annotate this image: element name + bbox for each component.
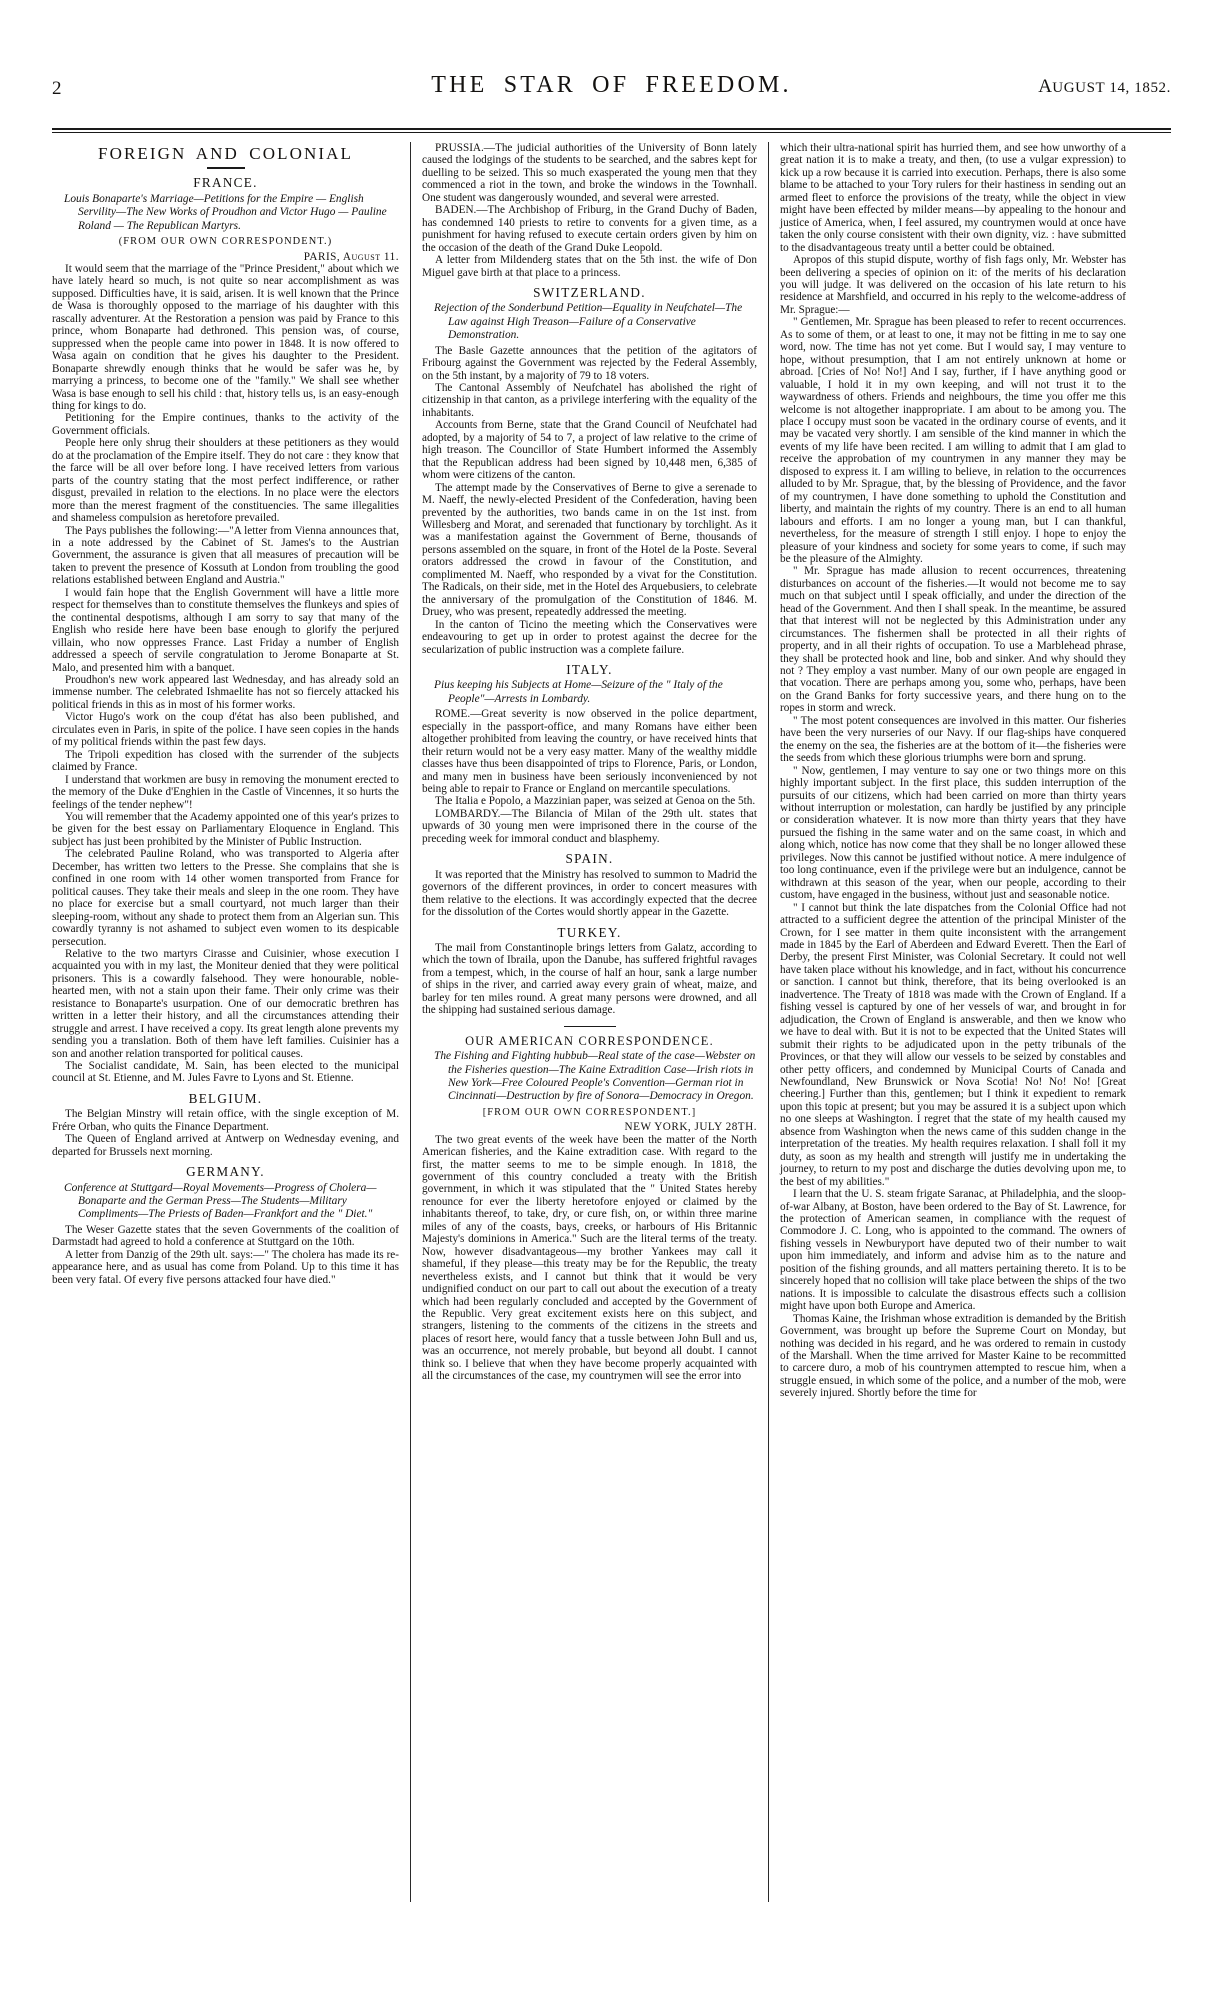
page-number: 2 xyxy=(52,78,62,99)
paragraph: ROME.—Great severity is now observed in the police department, especially in the passport-office, and many Romans have either been altogether prohibited from leaving the country, or have received hints that their return would not be a very easy matter. Many of the wealthy middle classes have thus been disappointed of trips to Florence, Paris, or London, and many men in business have been seriously inconvenienced by not being able to repair to France or England on mercantile speculations. xyxy=(422,708,757,795)
topic-line-american: The Fishing and Fighting hubbub—Real state of the case—Webster on the Fisheries question—The Kaine Extradition Case—Irish riots in New York—Free Coloured People's Convention—German riot in Cincinnati—Destruction by fire of Sonora—Democracy in Oregon. xyxy=(434,1050,756,1103)
paragraph: The Tripoli expedition has closed with the surrender of the subjects claimed by France. xyxy=(52,748,399,774)
column-1 xyxy=(52,142,410,1902)
newspaper-page xyxy=(0,62,1223,1993)
paragraph: Apropos of this stupid dispute, worthy of fish fags only, Mr. Webster has been delivering a species of opinion on it: of the merits of his declaration you will judge. It was delivered on the occasion of his late return to his residence at Marshfield, and occurred in his reply to the welcome-address of Mr. Sprague:— xyxy=(780,254,1126,316)
column-2 xyxy=(410,142,768,1902)
country-heading-france: FRANCE. xyxy=(193,175,258,191)
paragraph: " I cannot but think the late dispatches from the Colonial Office had not attracted to a sufficient degree the attention of the principal Minister of the Crown, for I see matter in them quite inconsistent with the arrangement made in 1845 by the Earl of Aberdeen and Edward Everett. Then the Earl of Derby, the present First Minister, was Colonial Secretary. It could not well have taken place without his knowledge, and in fact, without his concurrence or sanction. I cannot but think, therefore, that its being overlooked is an inadvertence. The Treaty of 1818 was made with the Crown of England. If a fishing vessel is captured by one of her vessels of war, and brought in for adjudication, the Crown of England is answerable, and then we know who we have to deal with. But it is not to be expected that the United States will submit their rights to be adjudicated upon in the petty tribunals of the Provinces, or that they will allow our vessels to be seized by constables and other petty officers, and condemned by Municipal Courts of Canada and Newfoundland, New Brunswick or Nova Scotia! No! No! No! [Great cheering.] Further than this, gentlemen; but I think it expedient to remark upon this topic at present; but you may be assured it is a subject upon which no one sleeps at Washington. I regret that the state of my health caused my absence from Washington when the news came of this sudden change in the interpretation of the treaties. My health requires relaxation. I shall foll it my duty, as soon as my health and strength will justify me in undertaking the journey, to return to my post and discharge the duties devolving upon me, to the best of my abilities." xyxy=(780,901,1126,1188)
topic-line-switzerland: Rejection of the Sonderbund Petition—Equality in Neufchatel—The Law against High Treason—Failure of a Conservative Demonstration. xyxy=(434,302,743,342)
paragraph: BADEN.—The Archbishop of Friburg, in the Grand Duchy of Baden, has condemned 140 priests to retire to convents for a given time, as a punishment for having refused to execute certain orders given by him on the occasion of the death of the Grand Duke Leopold. xyxy=(422,204,757,254)
paragraph: Victor Hugo's work on the coup d'état has also been published, and circulates even in Paris, in spite of the police. I have seen copies in the hands of my political friends within the past few days. xyxy=(52,711,399,749)
country-heading-italy: ITALY. xyxy=(566,661,613,677)
section-heading-american-correspondence: OUR AMERICAN CORRESPONDENCE. xyxy=(465,1033,714,1048)
paragraph: The Queen of England arrived at Antwerp on Wednesday evening, and departed for Brussels next morning. xyxy=(52,1133,399,1158)
country-heading-spain: SPAIN. xyxy=(565,851,614,867)
paragraph: The Socialist candidate, M. Sain, has been elected to the municipal council at St. Etienne, and M. Jules Favre to Lyons and St. Etienne. xyxy=(52,1060,399,1085)
paragraph: " Mr. Sprague has made allusion to recent occurrences, threatening disturbances on account of the fisheries.—It would not become me to say much on that subject until I speak officially, and under the direction of the head of the Government. And then I shall speak. In the meantime, be assured that that interest will not be neglected by this Administration under any circumstances. The fishermen shall be protected in all their rights of property, and in all their rights of occupation. To use a Marblehead phrase, they shall be protected hook and line, bob and sinker. And why should they not ? They employ a vast number. Many of our own people are engaged in that vocation. There are perhaps among you, some who, perhaps, have been on the Grand Banks for forty successive years, and there hung on to the ropes in storm and wreck. xyxy=(780,565,1126,715)
section-heading-foreign-colonial: FOREIGN AND COLONIAL xyxy=(98,144,353,163)
paragraph: It was reported that the Ministry has resolved to summon to Madrid the governors of the different provinces, in order to concert measures with them relative to the elections. It was accordingly expected that the decree for the dissolution of the Cortes would shortly appear in the Gazette. xyxy=(422,868,757,919)
paragraph: The mail from Constantinople brings letters from Galatz, according to which the town of Ibraila, upon the Danube, has suffered frightful ravages from a tempest, which, in the course of half an hour, sank a large number of ships in the river, and carried away every grain of wheat, maize, and barley for ten miles round. A great many persons were drowned, and all the shipping had sustained serious damage. xyxy=(422,941,757,1017)
issue-date-rest: UGUST 14, 1852. xyxy=(1052,80,1171,96)
paragraph: The two great events of the week have been the matter of the North American fisheries, and the Kaine extradition case. With regard to the first, the matter seems to me to be simple enough. In 1818, the government of this country concluded a treaty with the British government, in which it was stipulated that the " United States hereby renounce for ever the liberty heretofore enjoyed or claimed by the inhabitants thereof, to take, dry, or cure fish, on, or within three marine miles of any of the coasts, bays, creeks, or harbours of His Britannic Majesty's dominions in America." Such are the literal terms of the treaty. Now, however disadvantageous—my brother Yankees may call it shameful, if they please—this treaty may be for the Republic, the treaty nevertheless exists, and I cannot but think that it would be very undignified conduct on our part to call out about the execution of a treaty which had been regularly concluded and accepted by the Government of the Republic. Very great excitement exists here on this subject, and strangers, listening to the comments of the citizens in the streets and places of resort here, would fancy that a tussle between John Bull and us, was an occurrence, not merely probable, but beyond all doubt. I cannot think so. I believe that when they have become properly acquainted with all the circumstances of the case, my countrymen will see the error into xyxy=(422,1133,757,1383)
paragraph: The Italia e Popolo, a Mazzinian paper, was seized at Genoa on the 5th. xyxy=(435,795,756,808)
issue-date-lead: A xyxy=(1038,76,1053,97)
paragraph: Proudhon's new work appeared last Wednesday, and has already sold an immense number. The celebrated Ishmaelite has not so fiercely attacked his political friends in this as in most of his former works. xyxy=(52,673,399,711)
paragraph: LOMBARDY.—The Bilancia of Milan of the 29th ult. states that upwards of 30 young men were imprisoned there in the course of the preceding week for immoral conduct and blasphemy. xyxy=(422,807,757,845)
paragraph: " Now, gentlemen, I may venture to say one or two things more on this highly important subject. In the first place, this sudden interruption of the pursuits of our citizens, which had been carried on more than thirty years without interruption or molestation, can hardly be justified by any principle or consideration whatever. It is now more than thirty years that they have pursued the fishing in the same water and on the same coast, in which and along which, notice has now come that they shall be no longer allowed these privileges. Now this cannot be justified without notice. A mere indulgence of too long continuance, even if the privilege were but an indulgence, cannot be withdrawn at this season of the year, when our people, according to their custom, have engaged in the business, without just and seasonable notice. xyxy=(780,764,1126,902)
paragraph: I learn that the U. S. steam frigate Saranac, at Philadelphia, and the sloop-of-war Albany, at Boston, have been ordered to the Bay of St. Lawrence, for the protection of American seamen, in compliance with the request of Commodore J. C. Long, who is appointed to the command. The owners of fishing vessels in Newburyport have deputed two of their number to wait upon him immediately, and inform and advise him as to the nature and position of the fishing grounds, and all matters pertaining thereto. It is to be sincerely hoped that no collision will take place between the ships of the two nations. It is impossible to calculate the disastrous effects such a collision might have upon both Europe and America. xyxy=(780,1188,1126,1313)
paragraph: I understand that workmen are busy in removing the monument erected to the memory of the Duke d'Enghien in the Castle of Vincennes, it so hurts the feelings of the tender nephew"! xyxy=(52,773,399,811)
column-3 xyxy=(768,142,1126,1902)
paragraph: People here only shrug their shoulders at these petitioners as they would do at the proclamation of the Empire itself. They do not care : they know that the farce will be all over before long. I have received letters from various parts of the country stating that the most perfect indifference, or rather disgust, prevailed in relation to the elections. In no place were the electors more than the merest fragment of the constituencies. The same illegalities and shameless compulsion as heretofore prevailed. xyxy=(52,437,399,525)
paragraph: The Weser Gazette states that the seven Governments of the coalition of Darmstadt had agreed to hold a conference at Stuttgard on the 10th. xyxy=(52,1223,399,1249)
paragraph: PRUSSIA.—The judicial authorities of the University of Bonn lately caused the lodgings of the students to be searched, and the sabres kept for duelling to be seized. This so much exasperated the young men that they commenced a riot in the town, and broke the windows in the Townhall. One student was dangerously wounded, and several were arrested. xyxy=(422,142,757,204)
byline-american: [FROM OUR OWN CORRESPONDENT.] xyxy=(482,1106,697,1118)
topic-line-france: Louis Bonaparte's Marriage—Petitions for the Empire — English Servility—The New Works of Proudhon and Victor Hugo — Pauline Roland — The Republican Martyrs. xyxy=(64,192,387,232)
paragraph: I would fain hope that the English Government will have a little more respect for themselves than to constitute themselves the flunkeys and spies of the continental despotisms, although I am sorry to say that many of the English who reside here have been base enough to glorify the perjured villain, who now oppresses France. Last Friday a number of English addressed a speech of servile congratulation to Jerome Bonaparte at St. Malo, and presented him with a banquet. xyxy=(52,586,399,674)
column-grid xyxy=(52,142,1171,1902)
dateline-new-york: NEW YORK, JULY 28TH. xyxy=(624,1121,757,1134)
topic-line-germany: Conference at Stuttgard—Royal Movements—Progress of Cholera—Bonaparte and the German Press—The Students—Military Compliments—The Priests of Baden—Frankfort and the " Diet." xyxy=(64,1181,377,1221)
masthead xyxy=(52,62,1171,124)
paragraph: " Gentlemen, Mr. Sprague has been pleased to refer to recent occurrences. As to some of them, or at least to one, it may not be fitting in me to say one word, now. The time has not yet come. But I would say, I may venture to hope, without presumption, that I am not entirely unknown at home or abroad. [Cries of No! No!] And I say, further, if I have anything good or valuable, I hold it in my own keeping, and will not trust it to the waywardness of others. Friends and neighbours, the time you offer me this welcome is not altogether inappropriate. I am about to be among you. The place I occupy must soon be vacated in the ordinary course of events, and it may be vacated very shortly. I am sensible of the kind manner in which the events of my life have been recited. I am willing to admit that I am glad to receive the approbation of my countrymen in any manner they may be disposed to express it. I am willing to believe, in relation to the occurrences alluded to by Mr. Sprague, that, by the blessing of Providence, and the favor of my countrymen, I have done something to uphold the Constitution and liberty, and maintain the rights of my country. There is an end to all human labours and efforts. I am no longer a young man, but I can thankful, nevertheless, for the measure of strength I still enjoy. I hope to enjoy the pleasure of your kindness and society for some years to come, if such may be the pleasure of the Almighty. xyxy=(780,316,1126,565)
paragraph: Thomas Kaine, the Irishman whose extradition is demanded by the British Government, was brought up before the Supreme Court on Monday, but nothing was decided in his regard, and he was ordered to remain in custody of the Marshall. When the time arrived for Master Kaine to be recommitted to carcere duro, a mob of his countrymen attempted to rescue him, when a struggle ensued, in which some of the police, and a number of the mob, were severely injured. Shortly before the time for xyxy=(780,1312,1126,1400)
paragraph: The Basle Gazette announces that the petition of the agitators of Fribourg against the Government was rejected by the Federal Assembly, on the 5th instant, by a majority of 79 to 18 voters. xyxy=(422,344,757,382)
paragraph: A letter from Mildenderg states that on the 5th inst. the wife of Don Miguel gave birth at that place to a princess. xyxy=(422,254,757,279)
paragraph: It would seem that the marriage of the "Prince President," about which we have lately heard so much, is not quite so near accomplishment as was supposed. Difficulties have, it is said, arisen. It is well known that the Prince de Wasa is thoroughly opposed to the marriage of his daughter with this rascally adventurer. At the Restoration a pension was paid by France to this prince, whom Bonaparte had dethroned. This pension was, of course, suppressed when the people came into power in 1848. It is now offered to Wasa again on condition that he gives his daughter to the President. Bonaparte shrewdly enough thinks that he would be safer was he, by marrying a princess, to become one of the "family." We shall see whether Wasa is base enough to sell his child : that, history tells us, is an easy-enough thing for kings to do. xyxy=(52,263,399,413)
paragraph: A letter from Danzig of the 29th ult. says:—" The cholera has made its re-appearance here, and as usual has come from Poland. Up to this time it has been very fatal. Of every five persons attacked four have died." xyxy=(52,1248,399,1286)
paragraph: which their ultra-national spirit has hurried them, and see how unworthy of a great nation it is to make a treaty, and then, (to use a vulgar expression) to kick up a row because it is carried into execution. Perhaps, there is also some blame to be attached to your Tory rulers for their hastiness in sending out an armed fleet to enforce the provisions of the treaty, while the object in view might have been effected by milder means—by appealing to the honour and justice of America, when, I feel assured, my countrymen would at once have taken the only course consistent with their own dignity, viz. : have submitted to the disadvantageous treaty until a better could be obtained. xyxy=(780,142,1126,254)
paragraph: The attempt made by the Conservatives of Berne to give a serenade to M. Naeff, the newly-elected President of the Confederation, having been prevented by the authorities, two bands came in on the 1st inst. from Willesberg and Morat, and serenaded that functionary by torchlight. As it was a manifestation against the Government of Berne, thousands of persons assembled on the square, in front of the Hotel de la Poste. Several orators addressed the crowd in favour of the Constitution, and complimented M. Naeff, who responded by a vivat for the Constitution. The Radicals, on their side, met in the Hotel des Arquebusiers, to celebrate the anniversary of the promulgation of the Constitution of 1846. M. Druey, who was present, repeatedly addressed the meeting. xyxy=(422,481,757,619)
dateline-paris: PARIS, August 11. xyxy=(303,250,399,263)
masthead-rule xyxy=(52,128,1171,133)
issue-date xyxy=(1038,76,1171,98)
paragraph: The Cantonal Assembly of Neufchatel has abolished the right of citizenship in that canton, as a privilege interfering with the equality of the inhabitants. xyxy=(422,382,757,419)
paragraph: Relative to the two martyrs Cirasse and Cuisinier, whose execution I acquainted you with in my last, the Moniteur denied that they were political prisoners. This is a cowardly falsehood. They were honourable, noble-hearted men, with not a stain upon their fame. Their only crime was their resistance to Bonaparte's usurpation. One of our democratic brethren has written in a letter their history, and all the circumstances attending their struggle and arrest. I have received a copy. Its great length alone prevents my sending you a translation. Both of them have left families. Cuisinier has a son and another relation transported for political causes. xyxy=(52,947,399,1060)
country-heading-switzerland: SWITZERLAND. xyxy=(533,284,646,300)
country-heading-germany: GERMANY. xyxy=(186,1164,265,1180)
byline-france: (FROM OUR OWN CORRESPONDENT.) xyxy=(118,236,333,248)
paragraph: The Pays publishes the following:—"A letter from Vienna announces that, in a note addressed by the Cabinet of St. James's to the Austrian Government, the assurance is given that all measures of precaution will be taken to prevent the presence of Kossuth at London from troubling the good relations established between England and Austria." xyxy=(52,524,399,587)
paper-title: THE STAR OF FREEDOM. xyxy=(431,72,792,98)
country-heading-belgium: BELGIUM. xyxy=(188,1090,263,1106)
paragraph: You will remember that the Academy appointed one of this year's prizes to be given for the best essay on Parliamentary Eloquence in England. This subject has just been prohibited by the Minister of Public Instruction. xyxy=(52,810,399,848)
paragraph: The Belgian Minstry will retain office, with the single exception of M. Frére Orban, who quits the Finance Department. xyxy=(52,1108,399,1133)
paragraph: " The most potent consequences are involved in this matter. Our fisheries have been the very nurseries of our Navy. If our flag-ships have conquered the enemy on the sea, the fisheries are at the bottom of it—the fisheries were the seeds from which these glorious triumphs were born and sprung. xyxy=(780,714,1126,765)
paragraph: Accounts from Berne, state that the Grand Council of Neufchatel had adopted, by a majority of 54 to 7, a project of law relative to the crime of high treason. The Councillor of State Humbert informed the Assembly that the Republican address had been signed by 10,448 men, 6,385 of whom were citizens of the canton. xyxy=(422,419,757,482)
topic-line-italy: Pius keeping his Subjects at Home—Seizure of the " Italy of the People"—Arrests in Lombardy. xyxy=(434,679,723,705)
country-heading-turkey: TURKEY. xyxy=(557,924,622,940)
heading-divider xyxy=(207,167,245,169)
section-divider xyxy=(564,1026,616,1027)
paragraph: The celebrated Pauline Roland, who was transported to Algeria after December, has written two letters to the Presse. She complains that she is confined in one room with 14 other women transported from France for political causes. They take their meals and sleep in the one room. They have no place for exercise but a small courtyard, not much larger than their sleeping-room, without any shade to protect them from an Algerian sun. This cowardly tyranny is not ashamed to subject even women to its despicable persecution. xyxy=(52,848,399,948)
paragraph: Petitioning for the Empire continues, thanks to the activity of the Government officials. xyxy=(52,412,399,437)
paragraph: In the canton of Ticino the meeting which the Conservatives were endeavouring to get up in order to protest against the decree for the secularization of public instruction was a complete failure. xyxy=(422,618,757,656)
